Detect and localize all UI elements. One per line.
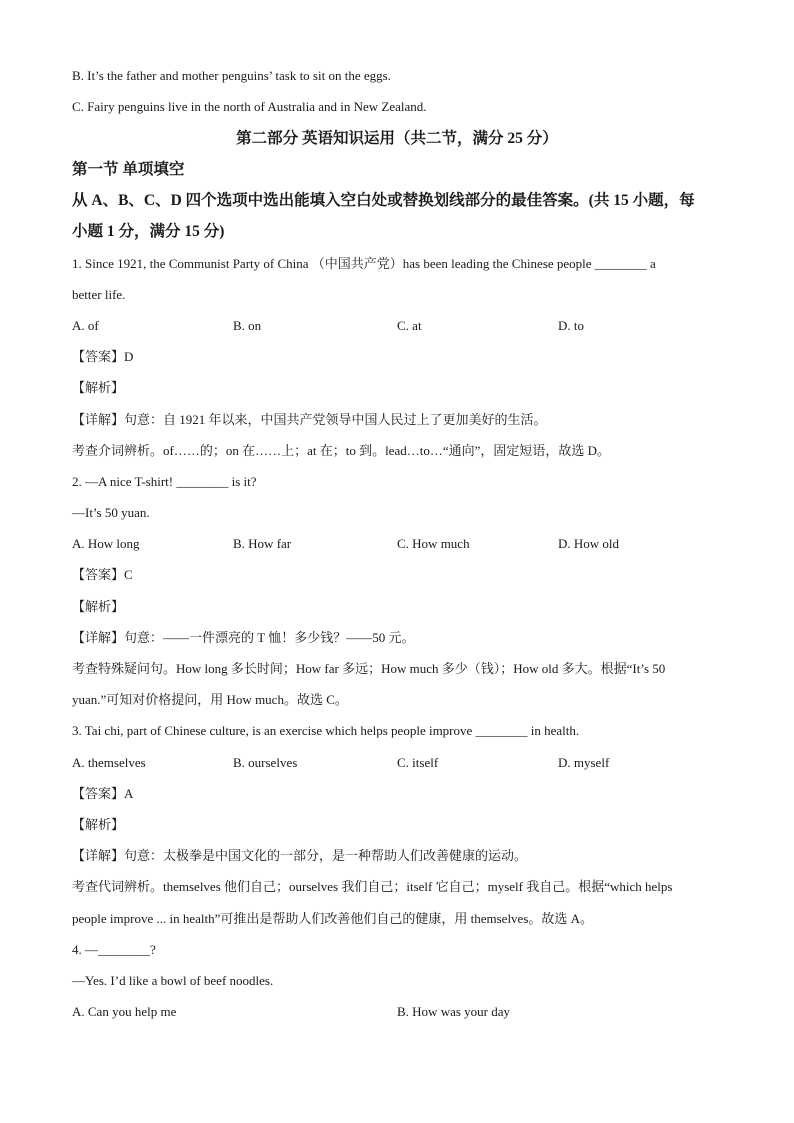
detail-text: 句意：自 1921 年以来，中国共产党领导中国人民过上了更加美好的生活。 <box>124 412 547 427</box>
detail-label: 【详解】 <box>72 848 125 863</box>
answer-row <box>72 348 133 366</box>
option-d: D. How old <box>558 536 620 551</box>
option-c: C. itself <box>397 755 439 770</box>
answer-label: 【答案】 <box>72 786 125 801</box>
question-stem: 4. —________? <box>72 942 156 957</box>
question-stem: 2. —A nice T-shirt! ________ is it? <box>72 474 257 489</box>
prev-option-c: C. Fairy penguins live in the north of Australia and in New Zealand. <box>72 99 427 114</box>
option-a: A. How long <box>72 536 140 551</box>
detail-row <box>72 411 547 429</box>
option-d: D. to <box>558 318 584 333</box>
option-d: D. myself <box>558 755 610 770</box>
option-a: A. of <box>72 318 99 333</box>
question-reply: —Yes. I’d like a bowl of beef noodles. <box>72 973 274 988</box>
option-b: B. How far <box>233 536 292 551</box>
detail-row <box>72 629 414 647</box>
option-a: A. Can you help me <box>72 1004 177 1019</box>
detail-row <box>72 847 527 865</box>
question-stem-cont: better life. <box>72 287 126 302</box>
explanation-text-cont: yuan.”可知对价格提问，用 How much。故选 C。 <box>72 692 348 707</box>
detail-text: 句意：太极拳是中国文化的一部分，是一种帮助人们改善健康的运动。 <box>124 848 528 863</box>
analysis-label: 【解析】 <box>72 599 125 614</box>
option-a: A. themselves <box>72 755 146 770</box>
detail-label: 【详解】 <box>72 412 125 427</box>
answer-value: A <box>124 786 134 801</box>
option-c: C. How much <box>397 536 470 551</box>
explanation-text: 考查代词辨析。themselves 他们自己；ourselves 我们自己；itself 它自己；myself 我自己。根据“which helps <box>72 879 673 894</box>
answer-row <box>72 566 133 584</box>
analysis-label: 【解析】 <box>72 817 125 832</box>
prev-option-b: B. It’s the father and mother penguins’ task to sit on the eggs. <box>72 68 391 83</box>
detail-text: 句意：——一件漂亮的 T 恤！多少钱？——50 元。 <box>124 630 415 645</box>
question-stem: 3. Tai chi, part of Chinese culture, is an exercise which helps people improve ________ in health. <box>72 723 580 738</box>
option-b: B. on <box>233 318 262 333</box>
option-b: B. ourselves <box>233 755 298 770</box>
explanation-text: 考查特殊疑问句。How long 多长时间；How far 多远；How much 多少（钱）；How old 多大。根据“It’s 50 <box>72 661 666 676</box>
explanation-text: 考查介词辨析。of……的；on 在……上；at 在；to 到。lead…to…“通向”，固定短语，故选 D。 <box>72 443 611 458</box>
answer-value: C <box>124 567 133 582</box>
option-b: B. How was your day <box>397 1004 511 1019</box>
answer-label: 【答案】 <box>72 567 125 582</box>
question-reply: —It’s 50 yuan. <box>72 505 150 520</box>
question-stem: 1. Since 1921, the Communist Party of China （中国共产党）has been leading the Chinese people ________ a <box>72 256 656 271</box>
answer-label: 【答案】 <box>72 349 125 364</box>
section-heading: 第一节 单项填空 <box>72 161 185 178</box>
detail-label: 【详解】 <box>72 630 125 645</box>
explanation-text-cont: people improve ... in health”可推出是帮助人们改善他们自己的健康，用 themselves。故选 A。 <box>72 911 594 926</box>
analysis-label: 【解析】 <box>72 380 125 395</box>
option-c: C. at <box>397 318 422 333</box>
answer-row <box>72 785 133 803</box>
part-heading: 第二部分 英语知识运用（共二节，满分 25 分） <box>236 130 558 147</box>
instructions-line-1: 从 A、B、C、D 四个选项中选出能填入空白处或替换划线部分的最佳答案。(共 15 小题，每 <box>72 192 695 209</box>
answer-value: D <box>124 349 134 364</box>
instructions-line-2: 小题 1 分，满分 15 分) <box>72 223 225 240</box>
